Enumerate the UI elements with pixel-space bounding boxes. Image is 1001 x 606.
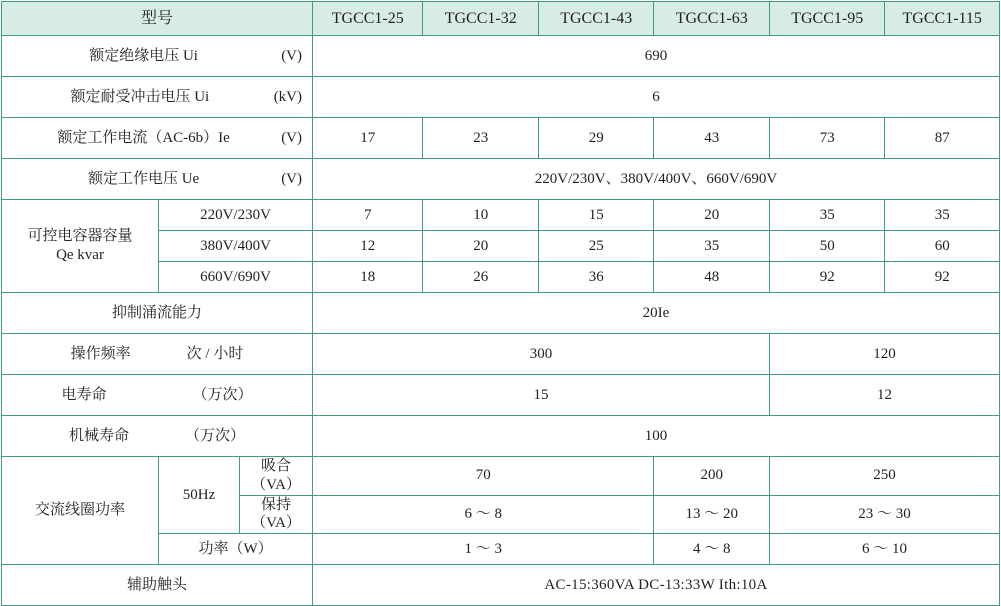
working-current-value-2: 23 — [423, 118, 539, 159]
electrical-life-value-2: 12 — [769, 375, 999, 416]
row-label-impulse-voltage — [2, 77, 313, 118]
capacitor-380-value-3: 25 — [538, 231, 654, 262]
capacitor-380-value-5: 50 — [769, 231, 885, 262]
row-label-coil-power: 交流线圈功率 — [2, 457, 159, 565]
coil-power-hold-value-1: 6 ～ 8 — [313, 495, 654, 534]
table-row — [2, 334, 1000, 375]
table-row — [2, 293, 1000, 334]
capacitor-380-value-1: 12 — [313, 231, 423, 262]
table-row — [2, 118, 1000, 159]
capacitor-660-value-1: 18 — [313, 262, 423, 293]
header-model-1: TGCC1-25 — [313, 2, 423, 36]
capacitor-660-value-3: 36 — [538, 262, 654, 293]
capacitor-660-value-5: 92 — [769, 262, 885, 293]
insulation-voltage-unit: (V) — [281, 47, 303, 64]
specification-table — [1, 1, 1000, 606]
table-row — [2, 416, 1000, 457]
row-label-electrical-life — [2, 375, 313, 416]
coil-power-watt-value-1: 1 ～ 3 — [313, 534, 654, 565]
auxiliary-contact-value: AC-15:360VA DC-13:33W Ith:10A — [313, 565, 1000, 606]
coil-power-sub-label-pickup: 吸合（VA） — [240, 457, 313, 496]
coil-power-hold-value-2: 13 ～ 20 — [654, 495, 770, 534]
row-label-working-voltage — [2, 159, 313, 200]
table-row — [2, 565, 1000, 606]
electrical-life-unit: （万次） — [192, 386, 253, 403]
impulse-voltage-unit: (kV) — [273, 88, 303, 105]
header-model-2: TGCC1-32 — [423, 2, 539, 36]
spec-sheet — [0, 1, 1001, 593]
impulse-voltage-label: 额定耐受冲击电压 Ui — [70, 88, 210, 105]
capacitor-220-value-6: 35 — [885, 200, 1000, 231]
row-label-inrush-suppression: 抑制涌流能力 — [2, 293, 313, 334]
insulation-voltage-value: 690 — [313, 36, 1000, 77]
capacitor-220-value-2: 10 — [423, 200, 539, 231]
capacitor-220-value-4: 20 — [654, 200, 770, 231]
capacitor-220-value-5: 35 — [769, 200, 885, 231]
capacitor-220-value-1: 7 — [313, 200, 423, 231]
coil-power-watt-value-3: 6 ～ 10 — [769, 534, 999, 565]
row-label-mechanical-life — [2, 416, 313, 457]
table-row — [2, 36, 1000, 77]
capacitor-capacity-label-line1: 可控电容器容量 — [27, 228, 133, 245]
capacitor-capacity-label-line2: Qe kvar — [56, 247, 104, 263]
header-model-6: TGCC1-115 — [885, 2, 1000, 36]
operating-frequency-value-1: 300 — [313, 334, 770, 375]
working-voltage-value: 220V/230V、380V/400V、660V/690V — [313, 159, 1000, 200]
coil-power-pickup-value-3: 250 — [769, 457, 999, 496]
capacitor-380-value-2: 20 — [423, 231, 539, 262]
coil-power-pickup-value-2: 200 — [654, 457, 770, 496]
working-voltage-unit: (V) — [281, 170, 303, 187]
insulation-voltage-label: 额定绝缘电压 Ui — [89, 47, 198, 64]
capacitor-660-value-6: 92 — [885, 262, 1000, 293]
mechanical-life-unit: （万次） — [185, 427, 246, 444]
coil-power-pickup-value-1: 70 — [313, 457, 654, 496]
table-row — [2, 457, 1000, 496]
table-row — [2, 200, 1000, 231]
working-current-label: 额定工作电流（AC-6b）Ie — [57, 129, 230, 146]
capacitor-380-value-4: 35 — [654, 231, 770, 262]
table-header-row — [2, 2, 1000, 36]
header-model-label: 型号 — [2, 2, 313, 36]
coil-power-watt-value-2: 4 ～ 8 — [654, 534, 770, 565]
capacitor-660-value-4: 48 — [654, 262, 770, 293]
capacitor-220-value-3: 15 — [538, 200, 654, 231]
coil-power-hold-value-3: 23 ～ 30 — [769, 495, 999, 534]
coil-power-frequency-label: 50Hz — [159, 457, 240, 534]
working-current-value-1: 17 — [313, 118, 423, 159]
capacitor-380-value-6: 60 — [885, 231, 1000, 262]
coil-power-sub-label-hold: 保持（VA） — [240, 495, 313, 534]
electrical-life-value-1: 15 — [313, 375, 770, 416]
working-current-value-3: 29 — [538, 118, 654, 159]
row-label-capacitor-capacity — [2, 200, 159, 293]
operating-frequency-value-2: 120 — [769, 334, 999, 375]
header-model-5: TGCC1-95 — [769, 2, 885, 36]
capacitor-sub-label-1: 220V/230V — [159, 200, 313, 231]
inrush-suppression-value: 20Ie — [313, 293, 1000, 334]
working-current-value-4: 43 — [654, 118, 770, 159]
mechanical-life-value: 100 — [313, 416, 1000, 457]
coil-power-sub-label-watt: 功率（W） — [159, 534, 313, 565]
working-current-value-5: 73 — [769, 118, 885, 159]
row-label-insulation-voltage — [2, 36, 313, 77]
capacitor-sub-label-3: 660V/690V — [159, 262, 313, 293]
table-row — [2, 159, 1000, 200]
working-voltage-label: 额定工作电压 Ue — [87, 170, 200, 187]
working-current-unit: (V) — [281, 129, 303, 146]
row-label-auxiliary-contact: 辅助触头 — [2, 565, 313, 606]
table-row — [2, 77, 1000, 118]
operating-frequency-unit: 次 / 小时 — [186, 345, 244, 362]
table-row — [2, 375, 1000, 416]
header-model-3: TGCC1-43 — [538, 2, 654, 36]
mechanical-life-label: 机械寿命 — [68, 427, 129, 444]
impulse-voltage-value: 6 — [313, 77, 1000, 118]
electrical-life-label: 电寿命 — [61, 386, 107, 403]
row-label-operating-frequency — [2, 334, 313, 375]
operating-frequency-label: 操作频率 — [70, 345, 131, 362]
row-label-working-current — [2, 118, 313, 159]
header-model-4: TGCC1-63 — [654, 2, 770, 36]
working-current-value-6: 87 — [885, 118, 1000, 159]
capacitor-sub-label-2: 380V/400V — [159, 231, 313, 262]
capacitor-660-value-2: 26 — [423, 262, 539, 293]
